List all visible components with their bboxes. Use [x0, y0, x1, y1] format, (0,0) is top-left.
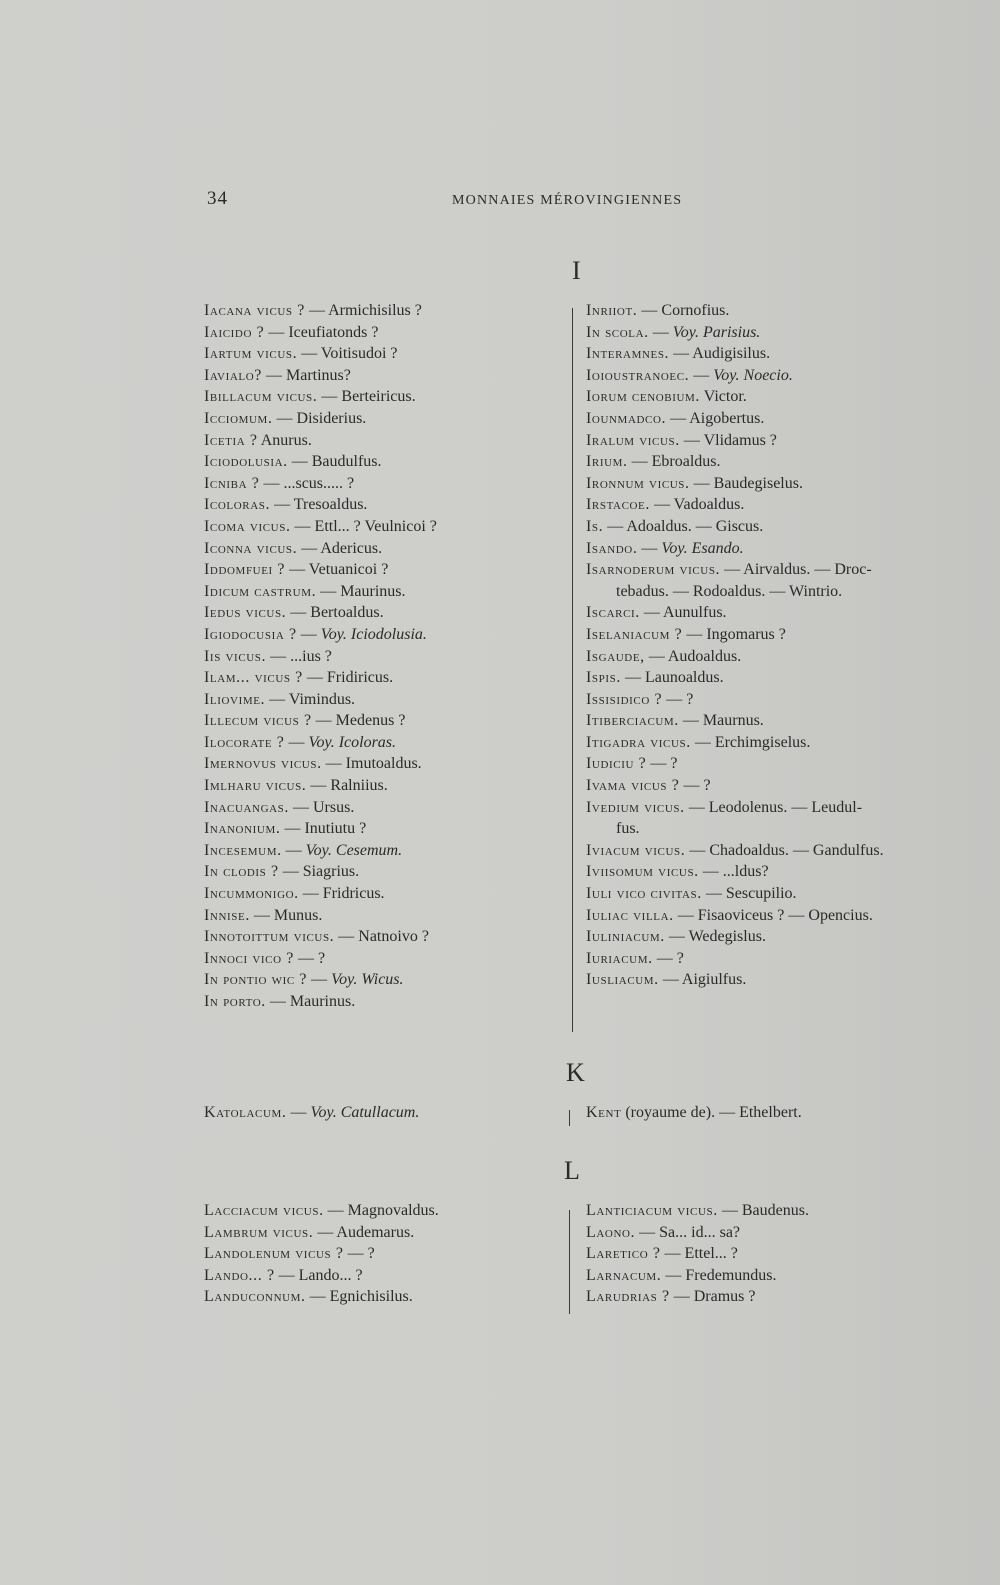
place-name: Ioioustranoec.	[586, 366, 690, 384]
place-name: Ivama vicus ?	[586, 777, 680, 795]
place-name: Ibillacum vicus.	[204, 388, 318, 406]
place-name: Iviisomum vicus.	[586, 863, 699, 881]
entry-line	[204, 386, 437, 408]
entry-line	[586, 969, 884, 991]
place-name: In porto.	[204, 993, 266, 1010]
moneyer-text: — Launoaldus.	[624, 669, 724, 687]
place-name: Iudiciu ?	[586, 755, 647, 773]
entry-line	[204, 1265, 439, 1287]
entry-line	[586, 602, 884, 624]
moneyer-text: — Baudegiselus.	[693, 474, 803, 492]
place-name: Lacciacum vicus.	[204, 1202, 324, 1219]
moneyer-text: — Natnoivo ?	[338, 928, 429, 946]
entry-line	[204, 905, 437, 927]
moneyer-text: — Fridiricus.	[306, 669, 394, 687]
place-name: Icoma vicus.	[204, 517, 291, 535]
place-name: Ironnum vicus.	[586, 474, 690, 492]
moneyer-text: — Vetuanicoi ?	[289, 561, 389, 579]
moneyer-text: — ...scus..... ?	[263, 474, 355, 492]
entry-line	[586, 365, 884, 387]
moneyer-text: — Ettel... ?	[664, 1245, 738, 1263]
entry-line	[586, 775, 884, 797]
moneyer-text: — Sa... id... sa?	[639, 1223, 741, 1241]
moneyer-text: — Berteiricus.	[321, 388, 416, 406]
moneyer-text: — Audoaldus.	[648, 647, 742, 665]
moneyer-text: —	[290, 1104, 307, 1121]
moneyer-text: — Leodolenus. — Leudul-	[688, 798, 863, 816]
moneyer-text: —	[311, 971, 328, 989]
entry-line	[204, 883, 437, 905]
moneyer-text: — Baudulfus.	[291, 453, 382, 471]
entry-line	[204, 581, 437, 603]
entry-line	[586, 710, 884, 732]
moneyer-text: — ?	[297, 949, 326, 967]
place-name: Iorum cenobium.	[586, 388, 701, 406]
column-rule	[569, 1110, 570, 1126]
moneyer-text: — Ethelbert.	[719, 1104, 802, 1121]
place-name: Kent	[586, 1104, 622, 1121]
page-number: 34	[207, 188, 228, 209]
place-name: In clodis ?	[204, 863, 279, 881]
entry-line	[204, 797, 437, 819]
entry-line	[586, 926, 884, 948]
moneyer-text: — Maurnus.	[682, 712, 764, 730]
entry-line	[204, 494, 437, 516]
place-name: Iuliac villa.	[586, 906, 674, 924]
cross-reference: Voy. Iciodolusia.	[320, 625, 427, 643]
section-letter-l: L	[564, 1156, 580, 1185]
moneyer-text: — Sescupilio.	[705, 885, 797, 903]
place-name: Iavialo?	[204, 366, 262, 384]
running-title: MONNAIES MÉROVINGIENNES	[452, 193, 683, 208]
entry-line	[586, 905, 884, 927]
entry-line	[204, 624, 437, 646]
place-name: Iis vicus.	[204, 647, 267, 665]
place-name: Larnacum.	[586, 1266, 662, 1284]
entry-line	[204, 710, 437, 732]
entry-line	[204, 559, 437, 581]
entries-i-right	[586, 300, 884, 991]
place-name: Iralum vicus.	[586, 431, 680, 449]
entries-l-left	[204, 1200, 439, 1308]
place-name: Landolenum vicus ?	[204, 1245, 344, 1263]
entry-line	[204, 1243, 439, 1265]
entry-line	[204, 602, 437, 624]
place-name: Laono.	[586, 1223, 636, 1241]
entry-line	[586, 1102, 802, 1124]
place-name: Illecum vicus ?	[204, 712, 312, 730]
entry-line	[204, 408, 437, 430]
entry-line	[204, 969, 437, 991]
moneyer-text: — Ursus.	[293, 798, 355, 816]
place-name: Iuli vico civitas.	[586, 885, 702, 903]
moneyer-text: — ?	[650, 755, 678, 773]
entry-line	[586, 883, 884, 905]
moneyer-text: fus.	[616, 820, 640, 838]
moneyer-text: — Airvaldus. — Droc-	[724, 561, 872, 579]
entry-line	[204, 818, 437, 840]
moneyer-text: — Aunulfus.	[643, 604, 727, 622]
place-name: Igiodocusia ?	[204, 625, 297, 643]
entry-continuation	[586, 818, 884, 840]
place-name: Iedus vicus.	[204, 604, 287, 622]
moneyer-text: —	[288, 733, 305, 751]
place-name: Issisidico ?	[586, 690, 663, 708]
moneyer-text: — Maurinus.	[320, 582, 406, 600]
moneyer-text: —	[285, 841, 302, 859]
moneyer-text: — Siagrius.	[282, 863, 360, 881]
entry-line	[586, 753, 884, 775]
place-name: Irstacoe.	[586, 496, 650, 514]
moneyer-text: — Baudenus.	[721, 1202, 809, 1219]
moneyer-text: — ...ldus?	[702, 863, 769, 881]
place-name: Imlharu vicus.	[204, 777, 307, 795]
place-name: Iddomfuei ?	[204, 561, 286, 579]
moneyer-text: — ?	[666, 690, 694, 708]
place-name: Lanticiacum vicus.	[586, 1202, 718, 1219]
moneyer-text: —	[693, 366, 710, 384]
cross-reference: Voy. Noecio.	[713, 366, 793, 384]
entry-line	[204, 1102, 419, 1124]
entry-line	[586, 516, 884, 538]
entry-line	[586, 1265, 809, 1287]
entry-line	[586, 689, 884, 711]
entry-line	[586, 861, 884, 883]
entry-line	[204, 1200, 439, 1222]
column-rule	[572, 308, 573, 1032]
moneyer-text: — Adoaldus. — Giscus.	[607, 517, 764, 535]
place-name: Landuconnum.	[204, 1288, 306, 1306]
place-name: Innotoittum vicus.	[204, 928, 335, 946]
place-name: Idicum castrum.	[204, 582, 317, 600]
entry-line	[586, 343, 884, 365]
entries-l-right	[586, 1200, 809, 1308]
place-name: Iconna vicus.	[204, 539, 298, 557]
entry-line	[586, 840, 884, 862]
place-name: Innoci vico ?	[204, 949, 294, 967]
moneyer-text: — Maurinus.	[269, 993, 356, 1010]
moneyer-text: — Tresoaldus.	[274, 496, 368, 514]
entry-line	[586, 386, 884, 408]
moneyer-text: — Bertoaldus.	[290, 604, 384, 622]
cross-reference: Voy. Esando.	[661, 539, 744, 557]
moneyer-text: — Cornofius.	[641, 302, 730, 319]
place-name: Ilam... vicus ?	[204, 669, 303, 687]
entry-line	[204, 343, 437, 365]
place-name: Isando.	[586, 539, 638, 557]
place-name: Iusliacum.	[586, 971, 659, 989]
moneyer-text: — Vlidamus ?	[683, 431, 777, 449]
cross-reference: Voy. Icoloras.	[308, 733, 397, 751]
place-name: Is.	[586, 517, 604, 535]
place-name: Iounmadco.	[586, 409, 667, 427]
moneyer-text: — Voitisudoi ?	[301, 345, 398, 363]
place-name: Iartum vicus.	[204, 345, 298, 363]
moneyer-text: — Inutiutu ?	[284, 820, 367, 838]
cross-reference: Voy. Parisius.	[672, 323, 761, 341]
entry-line	[204, 1286, 439, 1308]
cross-reference: Voy. Cesemum.	[305, 841, 403, 859]
entry-line	[586, 948, 884, 970]
moneyer-text: — Medenus ?	[315, 712, 406, 730]
entry-line	[204, 365, 437, 387]
moneyer-text: —	[300, 625, 317, 643]
place-name: Ilocorate ?	[204, 733, 285, 751]
entry-line	[204, 667, 437, 689]
place-name: Iscarci.	[586, 604, 640, 622]
place-name: Icniba ?	[204, 474, 260, 492]
moneyer-text: — Chadoaldus. — Gandulfus.	[689, 841, 884, 859]
entry-line	[586, 322, 884, 344]
entry-line	[204, 991, 437, 1013]
place-name: Incesemum.	[204, 841, 282, 859]
place-name: Isgaude,	[586, 647, 645, 665]
place-name: Icciomum.	[204, 409, 273, 427]
entry-continuation	[586, 581, 884, 603]
entry-line	[204, 451, 437, 473]
entry-line	[586, 667, 884, 689]
moneyer-text: — ?	[683, 777, 711, 795]
place-name: Lambrum vicus.	[204, 1223, 314, 1241]
place-name: Icetia ?	[204, 431, 258, 449]
moneyer-text: Anurus.	[260, 431, 312, 449]
place-name: Iviacum vicus.	[586, 841, 686, 859]
place-name: Irium.	[586, 453, 628, 471]
entry-line	[204, 948, 437, 970]
entry-line	[204, 861, 437, 883]
moneyer-text: — Lando... ?	[278, 1266, 363, 1284]
moneyer-text: — Ettl... ? Veulnicoi ?	[294, 517, 437, 535]
entry-line	[586, 1243, 809, 1265]
moneyer-text: — Erchimgiselus.	[694, 733, 811, 751]
entry-line	[586, 797, 884, 819]
place-name: Innise.	[204, 906, 250, 924]
entry-line	[586, 1200, 809, 1222]
place-name: In pontio wic ?	[204, 971, 308, 989]
entry-line	[204, 689, 437, 711]
moneyer-text: — Ebroaldus.	[631, 453, 721, 471]
entry-line	[204, 646, 437, 668]
entry-line	[586, 300, 884, 322]
moneyer-text: — ...ius ?	[270, 647, 332, 665]
section-letter-i: I	[572, 256, 581, 285]
moneyer-text: — Aigiulfus.	[662, 971, 747, 989]
place-name: Incummonigo.	[204, 885, 299, 903]
entry-line	[204, 473, 437, 495]
cross-reference: Voy. Wicus.	[331, 971, 404, 989]
moneyer-text: —	[652, 323, 669, 341]
place-name: Lando... ?	[204, 1266, 275, 1284]
moneyer-text: — Iceufiatonds ?	[268, 323, 379, 341]
moneyer-text: — Vimindus.	[269, 690, 356, 708]
place-name: Iaicido ?	[204, 323, 265, 341]
place-name: Isarnoderum vicus.	[586, 561, 721, 579]
moneyer-text: — Adericus.	[301, 539, 383, 557]
place-name: Iciodolusia.	[204, 453, 288, 471]
moneyer-text: — ?	[656, 949, 684, 967]
entry-line	[204, 753, 437, 775]
moneyer-text: — Armichisilus ?	[308, 302, 422, 319]
place-name: Interamnes.	[586, 345, 670, 363]
column-rule	[569, 1210, 570, 1314]
entry-line	[204, 300, 437, 322]
place-name: Iliovime.	[204, 690, 266, 708]
moneyer-text: — Munus.	[253, 906, 323, 924]
place-name: Katolacum.	[204, 1104, 287, 1121]
moneyer-text: — Disiderius.	[276, 409, 367, 427]
moneyer-text: tebadus. — Rodoaldus. — Wintrio.	[616, 582, 843, 600]
entry-line	[204, 322, 437, 344]
entry-line	[586, 408, 884, 430]
place-name: Itiberciacum.	[586, 712, 679, 730]
place-name: Laretico ?	[586, 1245, 661, 1263]
moneyer-text: — Audigisilus.	[673, 345, 771, 363]
place-name: Larudrias ?	[586, 1288, 670, 1306]
entry-line	[586, 1222, 809, 1244]
moneyer-text: — Vadoaldus.	[653, 496, 745, 514]
moneyer-text: — Magnovaldus.	[327, 1202, 439, 1219]
moneyer-text: —	[641, 539, 658, 557]
entry-line	[204, 1222, 439, 1244]
entry-line	[586, 430, 884, 452]
place-name: Icoloras.	[204, 496, 271, 514]
entry-line	[204, 516, 437, 538]
entries-k-left	[204, 1102, 419, 1124]
entry-line	[586, 494, 884, 516]
moneyer-text: — Fisaoviceus ? — Opencius.	[677, 906, 873, 924]
place-name: In scola.	[586, 323, 649, 341]
entry-line	[204, 926, 437, 948]
moneyer-text: — Imutoaldus.	[325, 755, 422, 773]
entry-line	[204, 775, 437, 797]
moneyer-text: — ?	[347, 1245, 375, 1263]
moneyer-text: — Egnichisilus.	[309, 1288, 413, 1306]
place-name: Iuriacum.	[586, 949, 653, 967]
moneyer-text: — Audemarus.	[317, 1223, 415, 1241]
place-name: Inriiot.	[586, 302, 638, 319]
entries-k-right	[586, 1102, 802, 1124]
moneyer-text: — Fredemundus.	[665, 1266, 777, 1284]
entry-line	[586, 451, 884, 473]
place-name: Iuliniacum.	[586, 928, 665, 946]
place-note: (royaume de).	[625, 1104, 716, 1121]
entry-line	[204, 430, 437, 452]
moneyer-text: — Aigobertus.	[670, 409, 765, 427]
moneyer-text: — Wedegislus.	[668, 928, 766, 946]
entry-line	[204, 840, 437, 862]
entry-line	[586, 559, 884, 581]
moneyer-text: — Martinus?	[265, 366, 351, 384]
entry-line	[204, 732, 437, 754]
place-name: Ivedium vicus.	[586, 798, 685, 816]
moneyer-text: — Ingomarus ?	[686, 625, 786, 643]
place-name: Iselaniacum ?	[586, 625, 683, 643]
entry-line	[586, 538, 884, 560]
moneyer-text: — Fridricus.	[302, 885, 385, 903]
place-name: Inacuangas.	[204, 798, 289, 816]
cross-reference: Voy. Catullacum.	[310, 1104, 420, 1121]
entry-line	[586, 732, 884, 754]
entry-line	[586, 646, 884, 668]
place-name: Imernovus vicus.	[204, 755, 322, 773]
entry-line	[586, 624, 884, 646]
moneyer-text: Victor.	[703, 388, 747, 406]
place-name: Ispis.	[586, 669, 621, 687]
moneyer-text: — Ralniius.	[310, 777, 388, 795]
moneyer-text: — Dramus ?	[673, 1288, 756, 1306]
entry-line	[586, 1286, 809, 1308]
entry-line	[204, 538, 437, 560]
place-name: Inanonium.	[204, 820, 281, 838]
entry-line	[586, 473, 884, 495]
place-name: Itigadra vicus.	[586, 733, 691, 751]
entries-i-left	[204, 300, 437, 1013]
place-name: Iacana vicus ?	[204, 302, 305, 319]
section-letter-k: K	[566, 1058, 585, 1087]
